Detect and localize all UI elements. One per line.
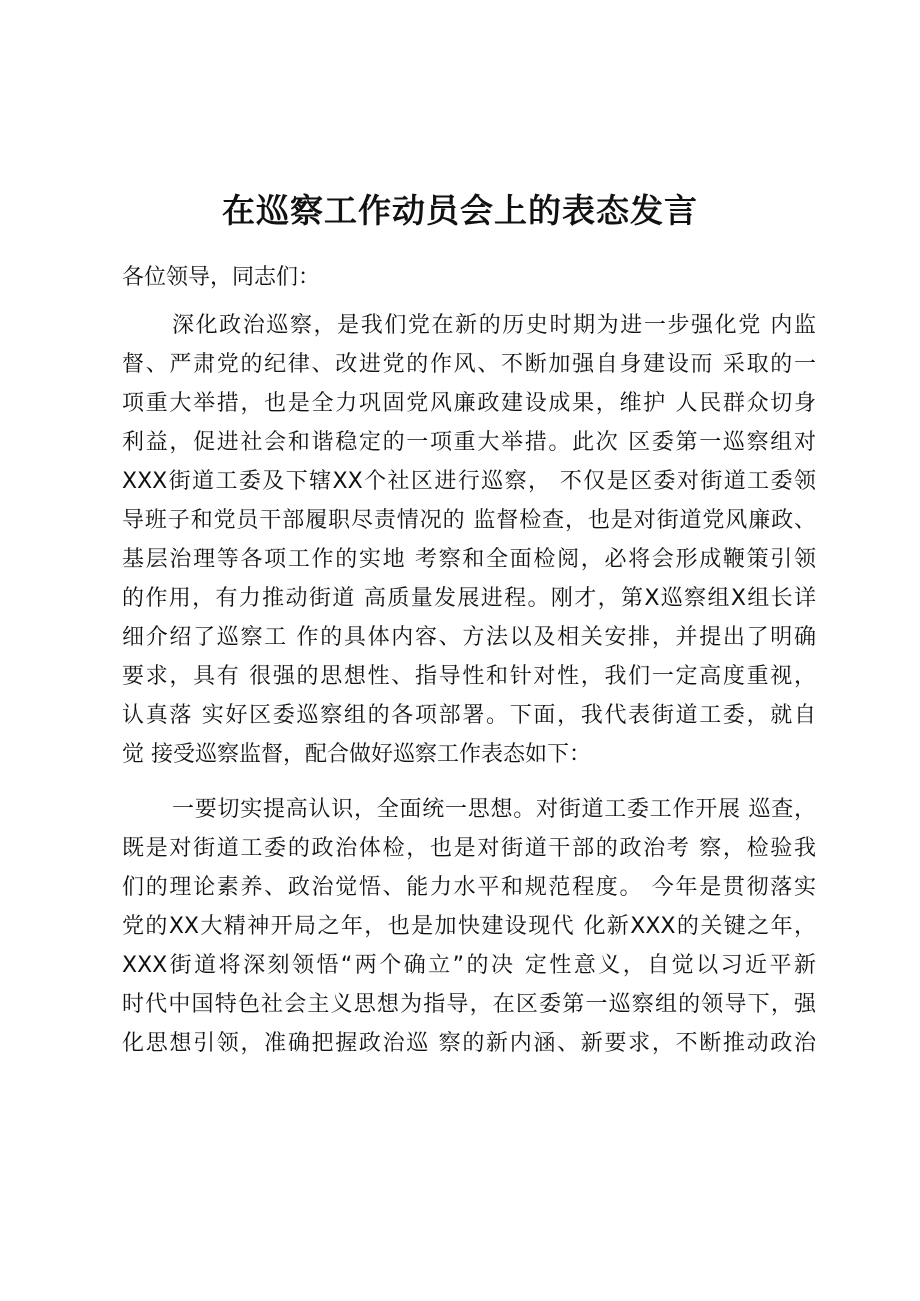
paragraph-line: 既是对街道工委的政治体检，也是对街道干部的政治考 察，检验我 (122, 836, 816, 861)
paragraph-line: 项重大举措，也是全力巩固党风廉政建设成果，维护 人民群众切身 (122, 391, 816, 416)
document-title: 在巡察工作动员会上的表态发言 (222, 191, 698, 230)
paragraph-line: 深化政治巡察，是我们党在新的历史时期为进一步强化党 内监 (172, 313, 816, 338)
paragraph-line: 一要切实提高认识，全面统一思想。对街道工委工作开展 巡查， (172, 797, 816, 822)
paragraph-line: 认真落 实好区委巡察组的各项部署。下面，我代表街道工委，就自 (122, 703, 816, 728)
paragraph-line: 基层治理等各项工作的实地 考察和全面检阅，必将会形成鞭策引领 (122, 547, 816, 572)
paragraph-line: XXX街道将深刻领悟“两个确立”的决 定性意义，自觉以习近平新 (122, 953, 816, 978)
paragraph-line: 化思想引领，准确把握政治巡 察的新内涵、新要求，不断推动政治 (122, 1031, 816, 1056)
paragraph-line: 要求，具有 很强的思想性、指导性和针对性，我们一定高度重视， (122, 664, 816, 689)
paragraph-line: 时代中国特色社会主义思想为指导，在区委第一巡察组的领导下，强 (122, 992, 816, 1017)
paragraph-line: XXX街道工委及下辖XX个社区进行巡察， 不仅是区委对街道工委领 (122, 469, 816, 494)
paragraph-line: 觉 接受巡察监督，配合做好巡察工作表态如下： (122, 742, 591, 767)
paragraph-line: 督、严肃党的纪律、改进党的作风、不断加强自身建设而 采取的一 (122, 352, 816, 377)
salutation: 各位领导，同志们： (122, 265, 321, 290)
paragraph-line: 党的XX大精神开局之年，也是加快建设现代 化新XXX的关键之年， (122, 914, 816, 939)
paragraph-line: 导班子和党员干部履职尽责情况的 监督检查，也是对街道党风廉政、 (122, 508, 816, 533)
paragraph-line: 细介绍了巡察工 作的具体内容、方法以及相关安排，并提出了明确 (122, 625, 816, 650)
paragraph-line: 们的理论素养、政治觉悟、能力水平和规范程度。 今年是贯彻落实 (122, 875, 816, 900)
paragraph-line: 利益，促进社会和谐稳定的一项重大举措。此次 区委第一巡察组对 (122, 430, 816, 455)
paragraph-line: 的作用，有力推动街道 高质量发展进程。刚才，第X巡察组X组长详 (122, 586, 816, 611)
